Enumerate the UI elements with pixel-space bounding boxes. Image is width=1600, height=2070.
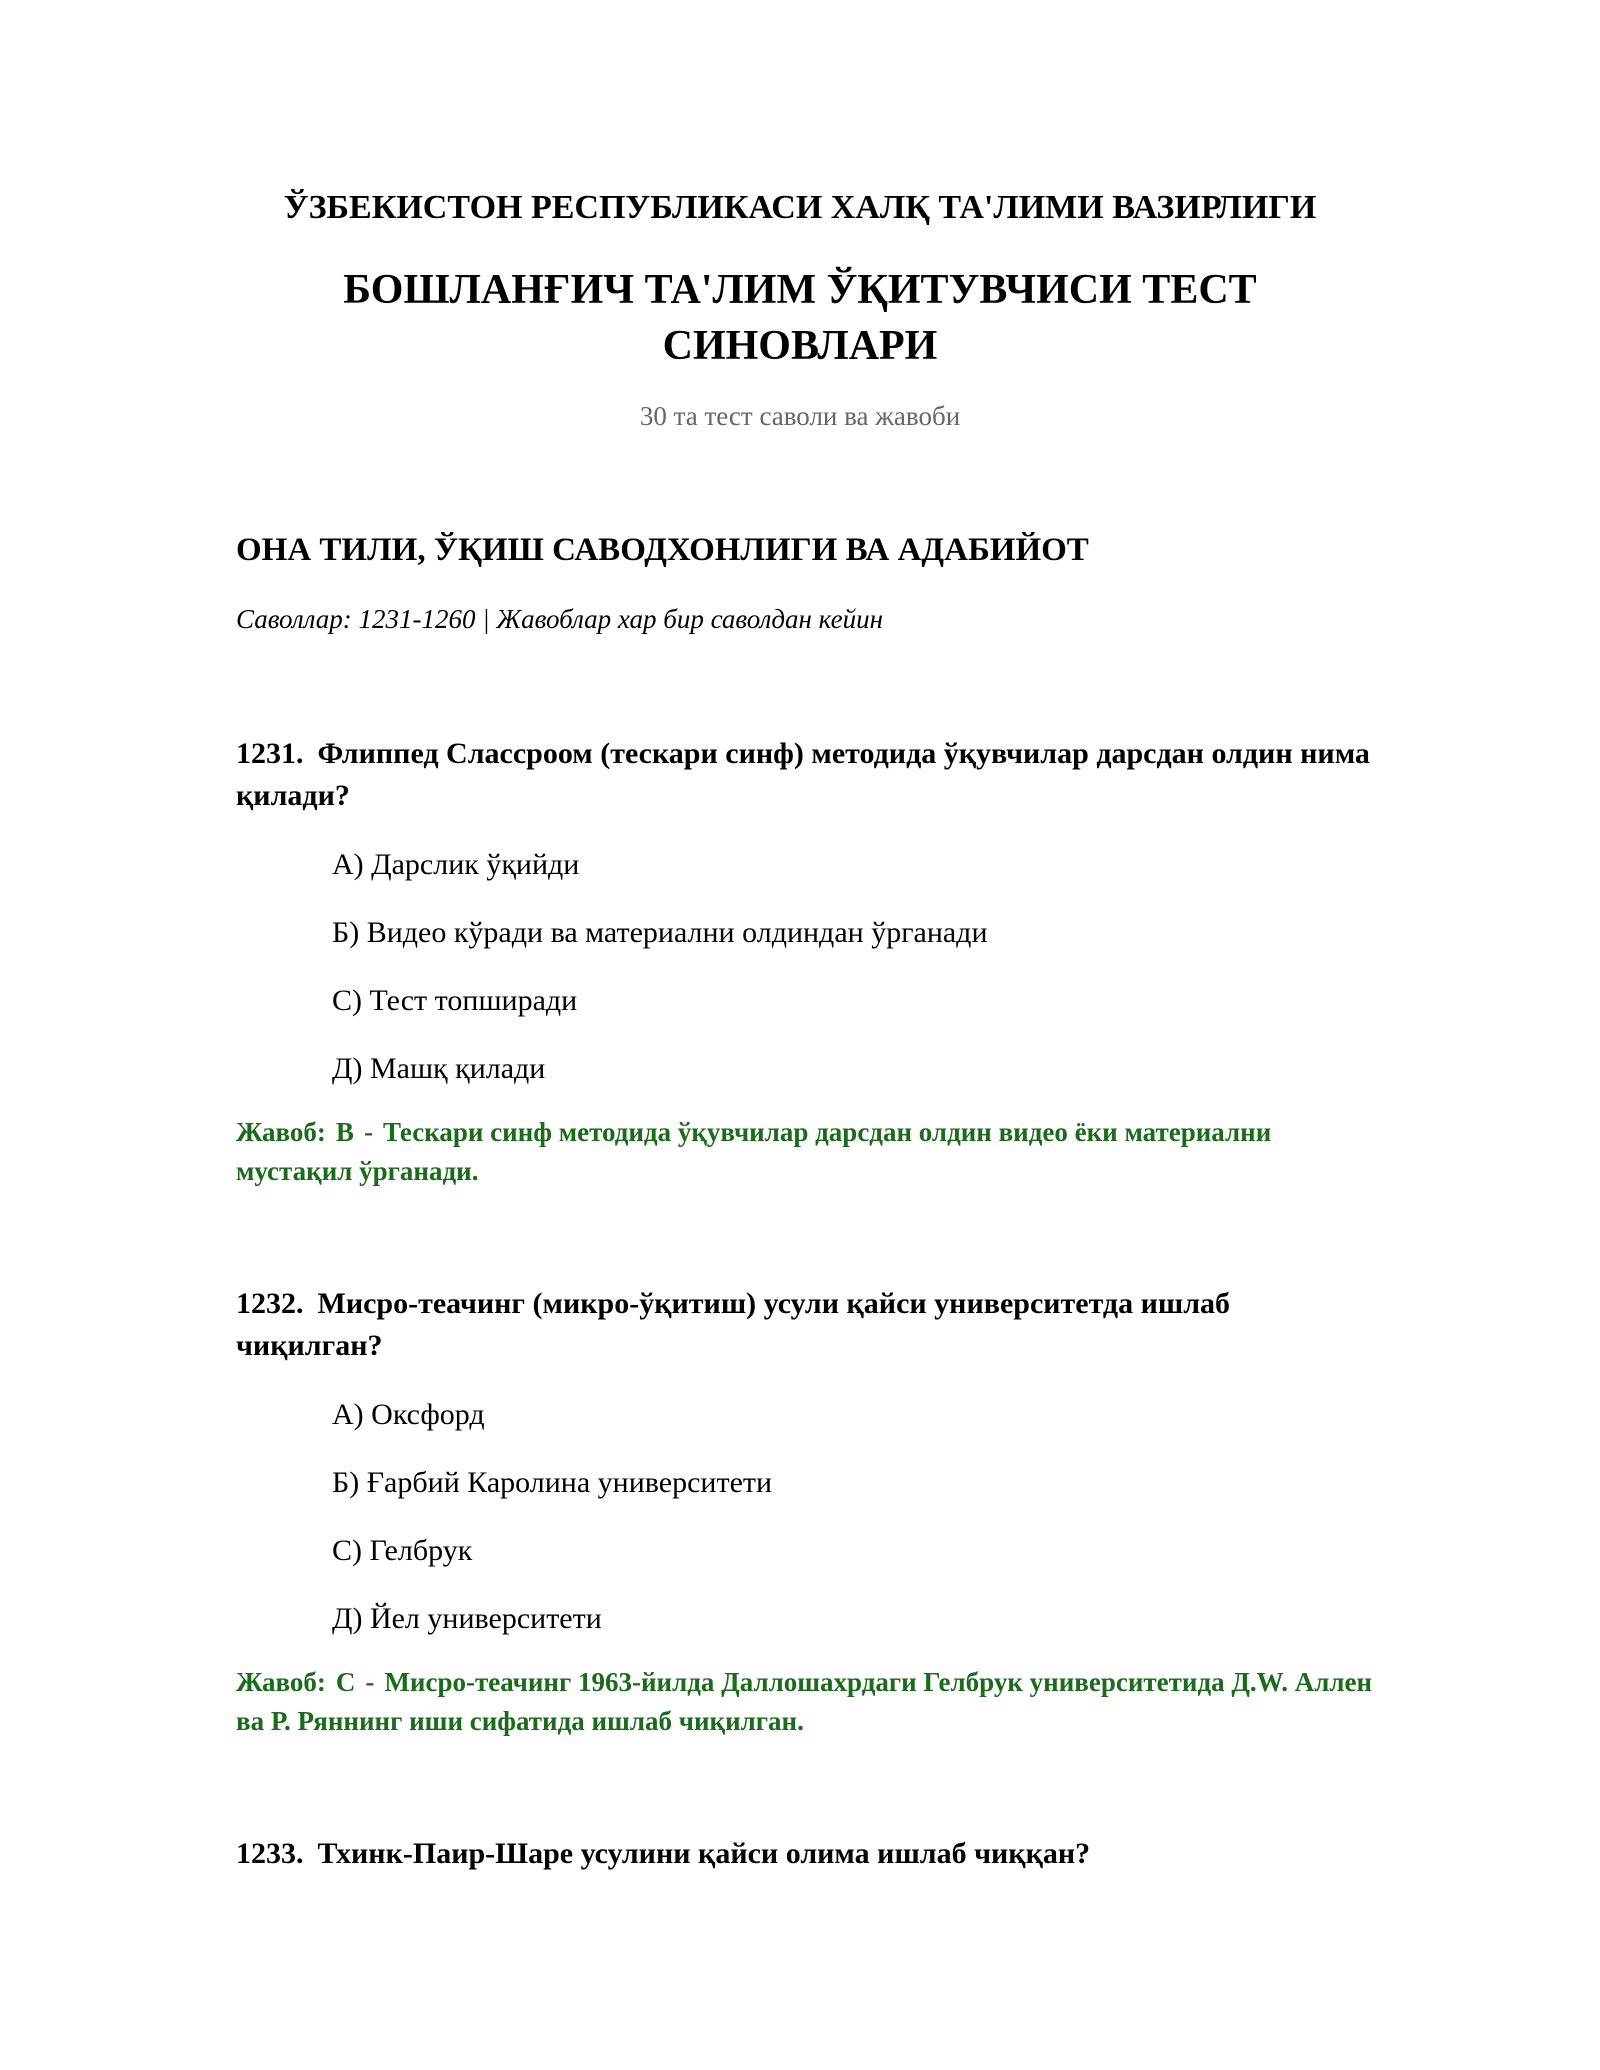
ministry-heading: ЎЗБЕКИСТОН РЕСПУБЛИКАСИ ХАЛҚ ТА'ЛИМИ ВАЗИРЛИГИ bbox=[283, 189, 1317, 226]
answer-explanation: Тескари синф методида ўқувчилар дарсдан олдин видео ёки материални мустақил ўрганади. bbox=[236, 1117, 1272, 1186]
question-number: 1232. bbox=[236, 1287, 304, 1320]
option-list bbox=[236, 845, 1376, 1089]
option-c: С) Тест топширади bbox=[332, 984, 578, 1017]
question-body: Флиппед Слассроом (тескари синф) методида ўқувчилар дарсдан олдин нима қилади? bbox=[236, 737, 1370, 812]
option-d: Д) Машқ қилади bbox=[332, 1052, 546, 1085]
question-number: 1231. bbox=[236, 737, 304, 770]
option-d: Д) Йел университети bbox=[332, 1602, 602, 1635]
question-text bbox=[236, 733, 1376, 817]
option-a: А) Оксфорд bbox=[332, 1398, 485, 1431]
question-1232 bbox=[236, 1283, 1376, 1741]
question-text bbox=[236, 1283, 1376, 1367]
answer-separator: - bbox=[365, 1667, 375, 1697]
option-c: С) Гелбрук bbox=[332, 1534, 473, 1567]
answer-block bbox=[236, 1113, 1376, 1191]
document-subtitle: 30 та тест саволи ва жавоби bbox=[639, 401, 961, 431]
section-note: Саволлар: 1231-1260 | Жавоблар хар бир саволдан кейин bbox=[236, 604, 884, 634]
question-body: Тхинк-Паир-Шаре усулини қайси олима ишлаб чиққан? bbox=[317, 1837, 1091, 1870]
answer-letter: В bbox=[335, 1117, 354, 1147]
document-title: БОШЛАНҒИЧ ТА'ЛИМ ЎҚИТУВЧИСИ ТЕСТ СИНОВЛАРИ bbox=[343, 267, 1257, 369]
answer-label: Жавоб: bbox=[236, 1117, 326, 1147]
question-text bbox=[236, 1833, 1376, 1875]
answer-explanation: Мисро-теачинг 1963-йилда Даллошахрдаги Гелбрук университетида Д.W. Аллен ва Р. Ряннинг иши сифатида ишлаб чиқилган. bbox=[236, 1667, 1373, 1736]
question-number: 1233. bbox=[236, 1837, 304, 1870]
answer-block bbox=[236, 1663, 1376, 1741]
question-1233 bbox=[236, 1833, 1376, 1875]
option-b: Б) Ғарбий Каролина университети bbox=[332, 1466, 773, 1499]
question-1231 bbox=[236, 733, 1376, 1191]
answer-letter: С bbox=[335, 1667, 356, 1697]
section-title: ОНА ТИЛИ, ЎҚИШ САВОДХОНЛИГИ ВА АДАБИЙОТ bbox=[236, 532, 1089, 568]
answer-separator: - bbox=[363, 1117, 373, 1147]
answer-label: Жавоб: bbox=[236, 1667, 326, 1697]
question-body: Мисро-теачинг (микро-ўқитиш) усули қайси университетда ишлаб чиқилган? bbox=[236, 1287, 1231, 1362]
option-b: Б) Видео кўради ва материални олдиндан ўрганади bbox=[332, 916, 988, 949]
option-list bbox=[236, 1395, 1376, 1639]
option-a: А) Дарслик ўқийди bbox=[332, 848, 580, 881]
